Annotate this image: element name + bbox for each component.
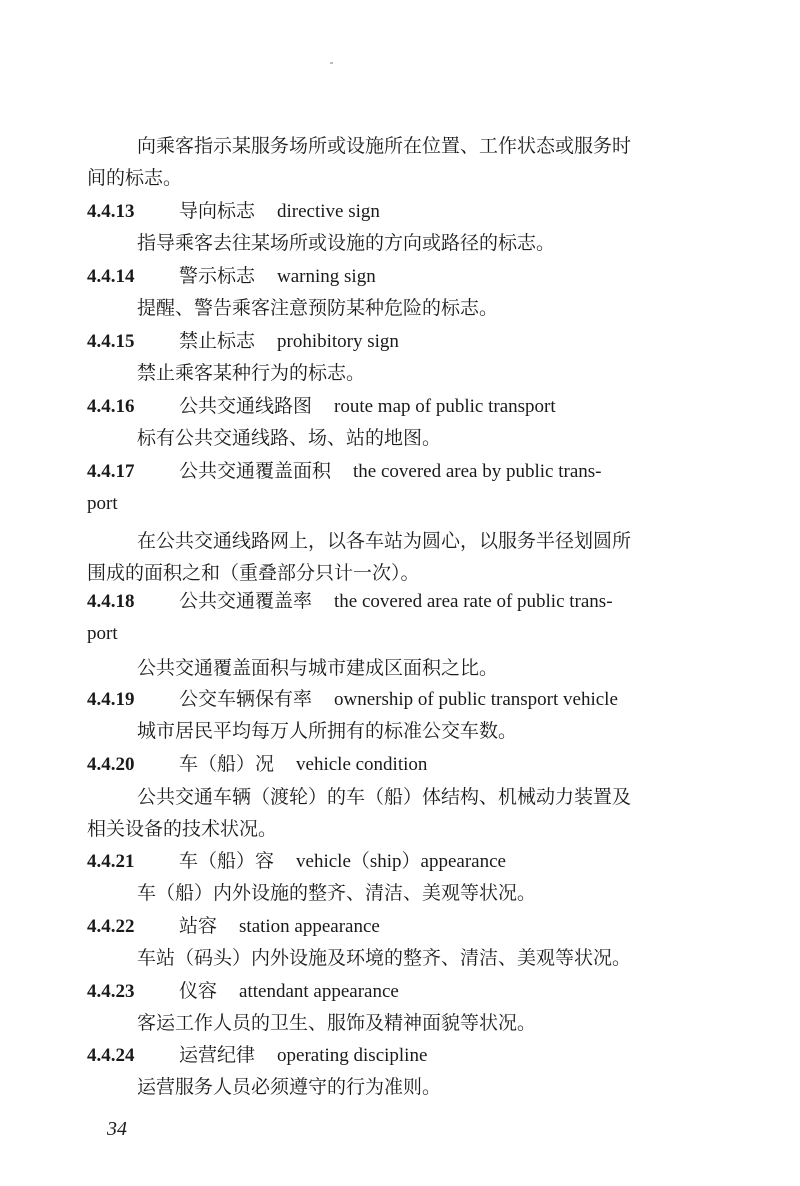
term-definition: 公共交通车辆（渡轮）的车（船）体结构、机械动力装置及 (137, 786, 632, 808)
term-heading (87, 589, 613, 614)
term-heading (87, 979, 399, 1004)
term-definition-cont: 相关设备的技术状况。 (87, 818, 278, 840)
term-heading (87, 459, 601, 484)
term-definition: 车站（码头）内外设施及环境的整齐、清洁、美观等状况。 (137, 947, 632, 969)
term-number: 4.4.13 (87, 201, 135, 222)
term-number: 4.4.20 (87, 754, 135, 775)
term-number: 4.4.17 (87, 461, 135, 482)
term-cn: 公共交通线路图 (179, 395, 313, 417)
term-heading (87, 394, 556, 419)
continuation-line-2: 间的标志。 (87, 167, 183, 189)
term-number: 4.4.23 (87, 981, 135, 1002)
term-definition: 客运工作人员的卫生、服饰及精神面貌等状况。 (137, 1012, 537, 1034)
term-heading (87, 1043, 427, 1068)
term-cn: 公共交通覆盖率 (179, 590, 313, 612)
term-en: the covered area rate of public trans- (334, 591, 613, 612)
term-en: the covered area by public trans- (353, 461, 602, 482)
term-number: 4.4.22 (87, 916, 135, 937)
term-en: ownership of public transport vehicle (334, 689, 618, 710)
term-en: warning sign (277, 266, 376, 287)
term-definition: 运营服务人员必须遵守的行为准则。 (137, 1076, 442, 1098)
term-cn: 站容 (179, 915, 218, 937)
term-definition: 标有公共交通线路、场、站的地图。 (137, 427, 442, 449)
term-cn: 公交车辆保有率 (179, 688, 313, 710)
scan-speck (330, 62, 333, 64)
term-definition: 城市居民平均每万人所拥有的标准公交车数。 (137, 720, 518, 742)
term-number: 4.4.18 (87, 591, 135, 612)
page-number: 34 (107, 1118, 127, 1140)
term-definition: 在公共交通线路网上，以各车站为圆心，以服务半径划圆所 (137, 530, 632, 552)
term-heading (87, 914, 380, 939)
term-definition: 车（船）内外设施的整齐、清洁、美观等状况。 (137, 882, 537, 904)
term-heading (87, 199, 380, 224)
term-cn: 警示标志 (179, 265, 256, 287)
term-number: 4.4.14 (87, 266, 135, 287)
term-heading (87, 752, 427, 777)
continuation-line-1: 向乘客指示某服务场所或设施所在位置、工作状态或服务时 (137, 135, 632, 157)
term-cn: 车（船）况 (179, 753, 275, 775)
term-definition: 禁止乘客某种行为的标志。 (137, 362, 366, 384)
term-definition: 提醒、警告乘客注意预防某种危险的标志。 (137, 297, 499, 319)
term-cn: 禁止标志 (179, 330, 256, 352)
term-number: 4.4.24 (87, 1045, 135, 1066)
term-number: 4.4.16 (87, 396, 135, 417)
term-cn: 公共交通覆盖面积 (179, 460, 332, 482)
term-number: 4.4.19 (87, 689, 135, 710)
term-definition: 指导乘客去往某场所或设施的方向或路径的标志。 (137, 232, 556, 254)
term-en: station appearance (239, 916, 380, 937)
term-en: directive sign (277, 201, 380, 222)
term-definition: 公共交通覆盖面积与城市建成区面积之比。 (137, 657, 499, 679)
term-en: vehicle（ship）appearance (296, 851, 506, 872)
term-en-continuation: port (87, 493, 118, 514)
term-cn: 仪容 (179, 980, 218, 1002)
term-number: 4.4.21 (87, 851, 135, 872)
term-cn: 运营纪律 (179, 1044, 256, 1066)
term-number: 4.4.15 (87, 331, 135, 352)
term-heading (87, 687, 618, 712)
term-heading (87, 264, 376, 289)
term-en: prohibitory sign (277, 331, 399, 352)
term-en: route map of public transport (334, 396, 556, 417)
term-cn: 导向标志 (179, 200, 256, 222)
term-en: vehicle condition (296, 754, 428, 775)
term-definition-cont: 围成的面积之和（重叠部分只计一次）。 (87, 562, 420, 584)
term-en: operating discipline (277, 1045, 428, 1066)
term-heading (87, 849, 506, 874)
term-cn: 车（船）容 (179, 850, 275, 872)
term-heading (87, 329, 399, 354)
term-en-continuation: port (87, 623, 118, 644)
term-en: attendant appearance (239, 981, 399, 1002)
